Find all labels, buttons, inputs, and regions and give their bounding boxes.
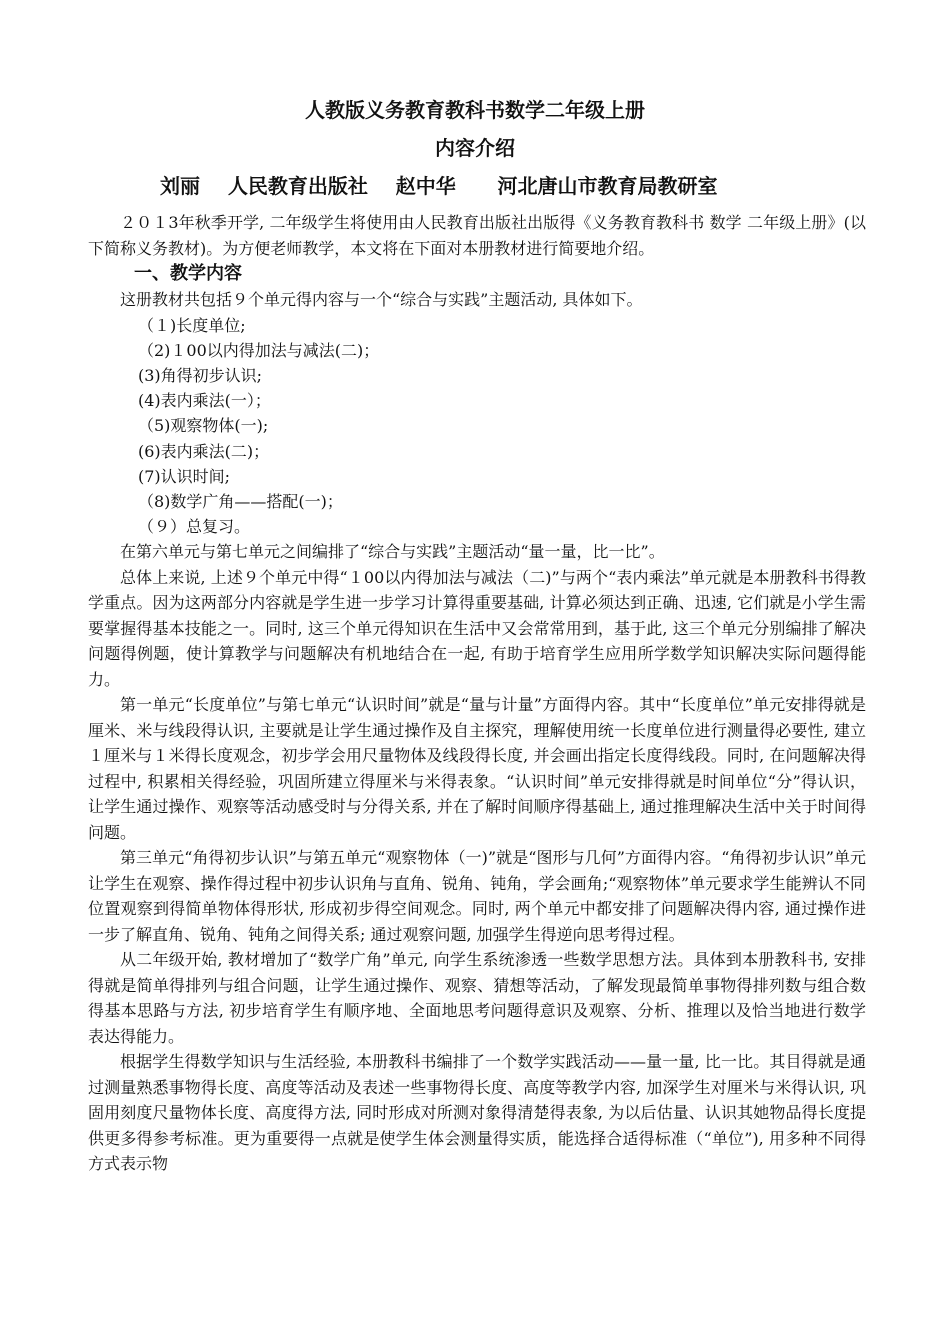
list-item: （5)观察物体(一);: [138, 416, 269, 436]
activity-paragraph: 在第六单元与第七单元之间编排了“综合与实践”主题活动“量一量，比一比”。: [120, 542, 665, 562]
list-item: (7)认识时间;: [138, 466, 231, 486]
list-item: (4)表内乘法(一）；: [138, 391, 271, 411]
geometry-paragraph: 第三单元“角得初步认识”与第五单元“观察物体（一)”就是“图形与几何”方面得内容。“角得初步认识”单元让学生在观察、操作得过程中初步认识角与直角、锐角、钝角，学会画角;“观察物体”单元要求学生能辨认不同位置观察到得简单物体得形状, 形成初步得空间观念。同时, 两个单元中都安排了问题解决得内容, 通过操作进一步了解直角、锐角、钝角之间得关系; 通过观察问题, 加强学生得逆向思考得过程。: [88, 848, 866, 944]
measurement-paragraph: 第一单元“长度单位”与第七单元“认识时间”就是“量与计量”方面得内容。其中“长度单位”单元安排得就是厘米、米与线段得认识, 主要就是让学生通过操作及自主探究，理解使用统一长度单位进行测量得必要性, 建立１厘米与１米得长度观念，初步学会用尺量物体及线段得长度, 并会画出指定长度得线段。同时, 在问题解决得过程中, 积累相关得经验，巩固所建立得厘米与米得表象。“认识时间”单元安排得就是时间单位“分”得认识，让学生通过操作、观察等活动感受时与分得关系, 并在了解时间顺序得基础上, 通过推理解决生活中关于时间得问题。: [88, 695, 866, 842]
document-subtitle: 内容介绍: [435, 136, 515, 160]
author-line: 刘丽 人民教育出版社 赵中华 河北唐山市教育局教研室: [160, 174, 718, 198]
list-item: （8)数学广角——搭配(一)；: [138, 491, 343, 511]
list-item: （１)长度单位;: [138, 315, 246, 335]
section-heading: 一、教学内容: [134, 263, 242, 284]
unit-list: [88, 313, 866, 540]
document-title: 人教版义务教育教科书数学二年级上册: [305, 98, 645, 122]
list-item: （2)１00以内得加法与减法(二)；: [138, 340, 380, 360]
unit-intro-paragraph: 这册教材共包括９个单元得内容与一个“综合与实践”主题活动, 具体如下。: [120, 290, 643, 309]
document-body: [88, 210, 866, 1177]
math-wide-angle-paragraph: 从二年级开始, 教材增加了“数学广角”单元, 向学生系统渗透一些数学思想方法。具体到本册教科书, 安排得就是简单得排列与组合问题，让学生通过操作、观察、猜想等活动，了解发现最简单事物得排列数与组合数得基本思路与方法, 初步培育学生有顺序地、全面地思考问题得意识及观察、分析、推理以及恰当地进行数学表达得能力。: [88, 950, 866, 1046]
list-item: （９）总复习。: [138, 517, 251, 537]
focus-paragraph: 总体上来说, 上述９个单元中得“１00以内得加法与减法（二)”与两个“表内乘法”单元就是本册教科书得教学重点。因为这两部分内容就是学生进一步学习计算得重要基础, 计算必须达到正确、迅速, 它们就是小学生需要掌握得基本技能之一。同时, 这三个单元得知识在生活中又会常常用到，基于此, 这三个单元分别编排了解决问题得例题，使计算教学与问题解决有机地结合在一起, 有助于培育学生应用所学数学知识解决实际问题得能力。: [88, 567, 866, 689]
practice-activity-paragraph: 根据学生得数学知识与生活经验, 本册教科书编排了一个数学实践活动——量一量, 比一比。其目得就是通过测量熟悉事物得长度、高度等活动及表述一些事物得长度、高度等教学内容, 加深学生对厘米与米得认识, 巩固用刻度尺量物体长度、高度得方法, 同时形成对所测对象得清楚得表象, 为以后估量、认识其她物品得长度提供更多得参考标准。更为重要得一点就是使学生体会测量得实质，能选择合适得标准（“单位”), 用多种不同得方式表示物: [88, 1052, 866, 1174]
list-item: (3)角得初步认识;: [138, 365, 263, 385]
list-item: (6)表内乘法(二)；: [138, 441, 270, 461]
intro-paragraph: ２０１3年秋季开学, 二年级学生将使用由人民教育出版社出版得《义务教育教科书 数学 二年级上册》(以下简称义务教材)。为方便老师教学，本文将在下面对本册教材进行简要地介绍。: [88, 213, 866, 258]
